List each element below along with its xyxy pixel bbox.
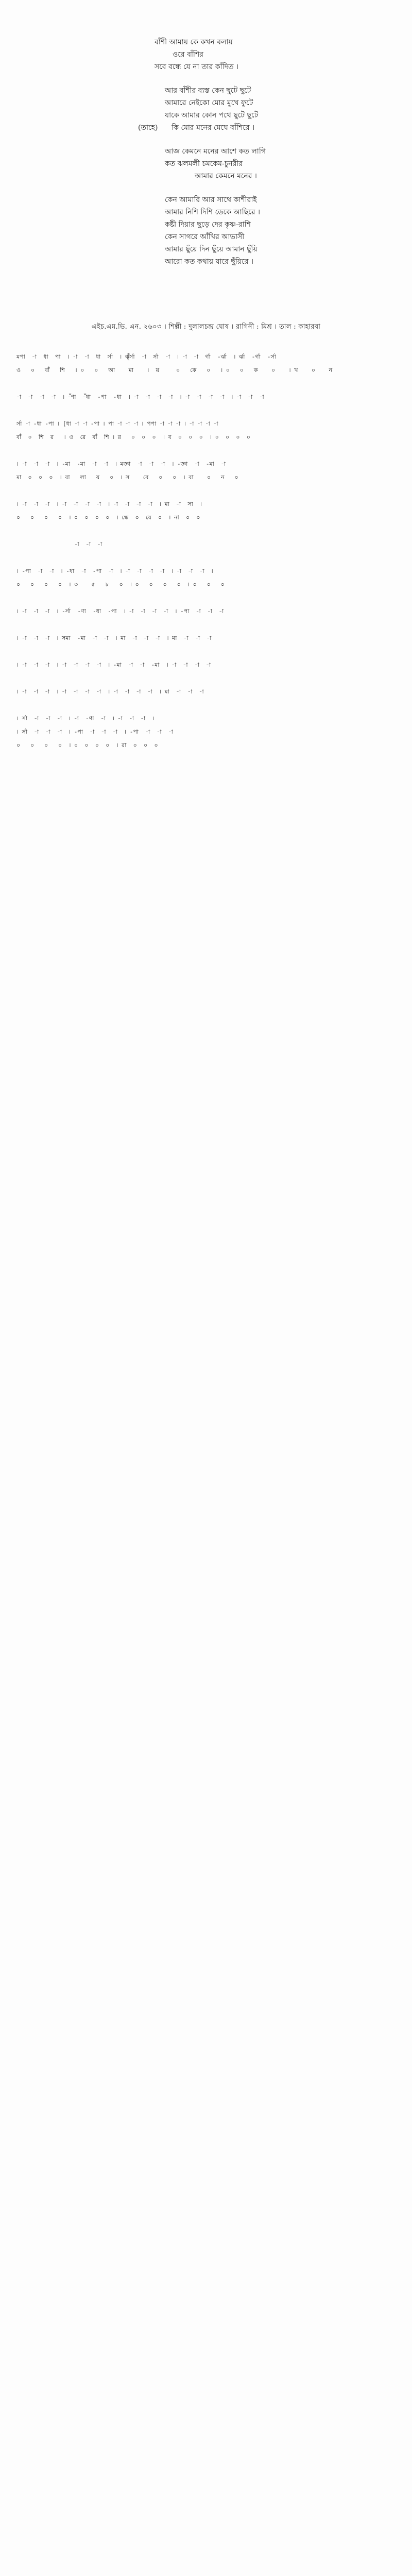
stanza: [0, 36, 412, 73]
row-spacer: [0, 484, 412, 498]
notation-row: । -া -া -া । -মা -মা -া -া । মজ্ঞা -া -া -া । -জ্ঞা -া -মা -া: [16, 461, 226, 467]
stanza: [0, 194, 412, 268]
row-spacer: [0, 404, 412, 417]
notation-row: বাঁ ০ শি র । ও রে বাঁ শি । র ০ ০ ০ । ব ০ ০ ০ । ০ ০ ০ ০: [16, 434, 250, 440]
row-spacer: [0, 444, 412, 457]
notation-row: । -া -া -া । -র্সা -ণা -ধা -পা । -া -া -া -া । -পা -া -া -া: [16, 608, 224, 615]
lyric-line: আর বাঁশীর ব্যস্ত কেন ছুটে ছুটে: [165, 87, 251, 95]
notation-row: -া -া -া -া । -ঁণা -ঁধা -পা -ধা । -া -া -া -া । -া -া -া -া । -া -া -া: [16, 394, 264, 400]
stanza: [0, 84, 412, 134]
lyric-line: আমার নিশি দিশি ডেকে আছিরে ।: [165, 208, 260, 216]
row-spacer: [0, 551, 412, 565]
row-spacer: [0, 524, 412, 538]
row-spacer: [0, 645, 412, 658]
notation-row: । -পা -া -া । -ধা -া -পা -া । -া -া -া -া । -া -া -া ।: [16, 568, 213, 574]
notation-row: । -া -া -া । সমা -মা -া -া । মা -া -া -া । মা -া -া -া: [16, 635, 212, 641]
notation-row: । -া -া -া । -া -া -া -া । -া -া -া -া । মা -া সা ।: [16, 501, 202, 507]
row-spacer: [0, 699, 412, 712]
notation-row: মপা -া ধা পা । -া -া ধা র্সা । ঝ্ঁর্সা -া র্সা -া । -া -া র্গা -র্ঝা । র্ঝা -র্গা -র্সা: [16, 353, 276, 360]
lyric-line: যাকে আমার কোন পথে ছুটে ছুটে: [165, 111, 259, 120]
lyric-line: কেন সাগরে আঁখির আভাসী: [165, 233, 245, 241]
song-lyrics: [0, 36, 412, 279]
lyric-line: বাঁশী আমায় কে কখন বলায়: [154, 38, 233, 46]
notation-row: ০ ০ ০ ০ । ৩ ৫ ৮ ০ । ০ ০ ০ ০ । ০ ০ ০: [16, 581, 225, 588]
lyric-line: আমারে নেইকো মোর মুখে ফুটে: [165, 99, 253, 107]
lyric-line: আমার ছুঁয়ে দিন ছুঁয়ে আমান ছুঁয়ি: [165, 245, 258, 253]
notation-row: ০ ০ ০ ০ । ০ ০ ০ ০ । ন্ধে ০ যে ০ । না ০ ০: [16, 514, 200, 521]
stanza: [0, 145, 412, 182]
lyric-line: কেন আমারি আর সাথে কাশীরাই: [165, 196, 257, 204]
notation-row: মা ০ ০ ০ । বা লা য় ০ । স বে ০ ০ । বা ০ ন ০: [16, 474, 238, 481]
lyric-line: কষ্টী দিয়ার ছুড়ে দের কৃষ্ণ-রাশি: [165, 221, 251, 229]
notation-row: -া -া -া: [16, 541, 102, 548]
lyric-line: আজ কেমনে মনের আশে কত লাগি: [165, 147, 266, 156]
lyric-line: সবে বন্ধে যে না তার কাঁদিত ।: [154, 63, 239, 71]
notation-row: । -া -া -া । -া -া -া -া । -মা -া -া -মা । -া -া -া -া: [16, 662, 211, 668]
recording-info: এইচ.এম.ভি. এন. ২৬০৩ । শিল্পী : দুলালচন্দ্র ঘোষ । রাগিনী : মিশ্র । তাল : কাহারবা: [91, 323, 321, 331]
lyric-line: কত ঝলমলী চমকেম-চুনরীর: [165, 160, 243, 168]
notation-row: র্সা -া -ধা -পা । [ধা -া -া -পা । পা -া -া -া । পপা -া -া -া । -া -া -া -া: [16, 420, 218, 427]
lyric-line: আমার কেমনে মনের ।: [195, 172, 257, 180]
notation-row: ০ ০ ০ ০ । ০ ০ ০ ০ । রা ০ ০ ০: [16, 742, 158, 749]
lyric-line: ওরে বাঁশির: [173, 50, 203, 59]
notation-row: । -া -া -া । -া -া -া -া । -া -া -া -া । মা -া -া -া: [16, 688, 204, 695]
row-spacer: [0, 618, 412, 632]
row-spacer: [0, 591, 412, 605]
notation-score: [0, 350, 412, 752]
notation-row: ও ০ বাঁ শি । ০ ০ আ মা । য় ০ কে ০ । ০ ০ ক ০ । খ ০ ন: [16, 367, 333, 374]
notation-row: । র্সা -া -া -া । -া -ণা -া । -া -া -া ।: [16, 715, 154, 722]
lyric-line: (তাহে) কি মোর মনের মেঘে বাঁশিরে ।: [138, 124, 255, 132]
lyric-line: আরো কত কথায় যারে ছুঁয়িরে ।: [165, 258, 253, 266]
row-spacer: [0, 377, 412, 391]
notation-row: । র্সা -া -া -া । -পা -া -া -া । -পা -া -া -া: [16, 728, 173, 735]
row-spacer: [0, 672, 412, 685]
